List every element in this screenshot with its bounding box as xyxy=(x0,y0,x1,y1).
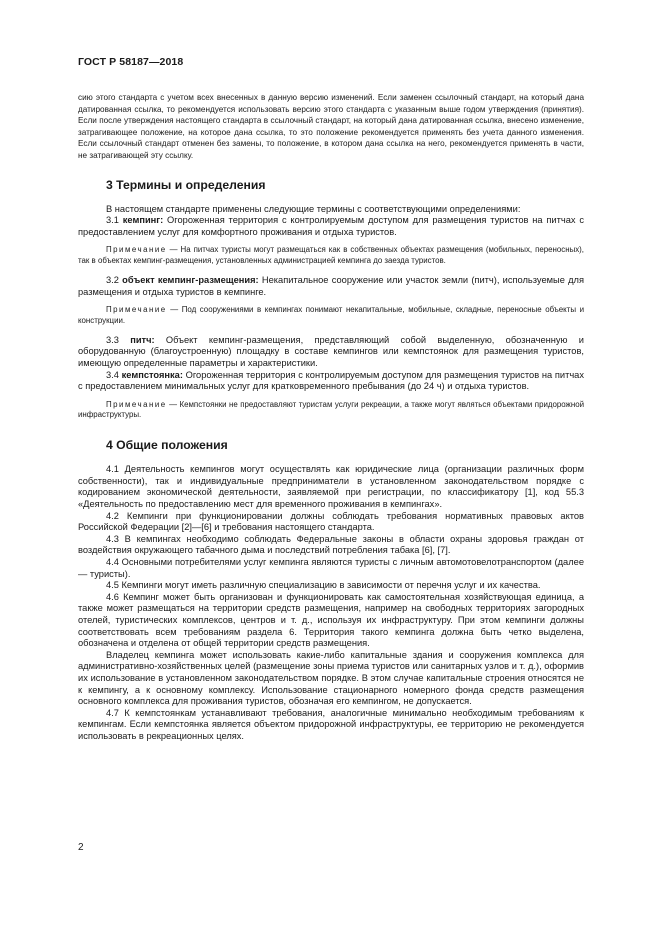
document-header: ГОСТ Р 58187—2018 xyxy=(78,56,184,68)
term-3-4 xyxy=(78,370,584,393)
term-3-2 xyxy=(78,275,584,298)
clause-4-7: 4.7 К кемпстоянкам устанавливают требования, аналогичные минимально необходимым требованиям к кемпингам. Если кемпстоянка является объектом придорожной инфраструктуры, ее территорию не рекомендуется использовать в рекреационных целях. xyxy=(78,707,584,741)
term-definition: Огороженная территория с контролируемым доступом для размещения туристов на питчах с предоставлением минимальных услуг для кратковременного пребывания (до 24 ч) и отдыха туристов. xyxy=(78,369,584,392)
note-text: — На питчах туристы могут размещаться как в собственных объектах размещения (мобильных, переносных), так в объектах кемпинг-размещения, установленных администрацией кемпинга до заезда туристов. xyxy=(78,245,584,266)
clause-4-6-continued: Владелец кемпинга может использовать какие-либо капитальные здания и сооружения комплекса для административно-хозяйственных целей (размещение зоны приема туристов или санитарных узлов и т. д.), оформив их использование в установленном законодательством порядке. В этом случае капитальные строения относятся не к кемпингу, а к основному комплексу. Использование стационарного номерного фонда средств размещения основного комплекса для проживания туристов, обозначая его кемпингом, не допускается. xyxy=(78,649,584,707)
term-definition: Некапитальное сооружение или участок земли (питч), используемые для размещения и отдыха туристов в кемпинге. xyxy=(78,274,585,297)
note-3-2 xyxy=(78,305,584,327)
clause-4-1: 4.1 Деятельность кемпингов могут осуществлять как юридические лица (организации различных форм собственности), так и индивидуальные предприниматели в установленном законодательством порядке с кодированием экономической деятельности, заявляемой при регистрации, по классификатору [1], код 55.3 «Деятельность по предоставлению мест для временного проживания в кемпингах». xyxy=(78,464,584,510)
term-name: питч: xyxy=(130,334,155,345)
note-text: — Под сооружениями в кемпингах понимают некапитальные, мобильные, складные, переносные объекты и конструкции. xyxy=(78,305,584,325)
term-name: кемпинг: xyxy=(122,215,164,226)
term-number: 3.2 xyxy=(106,274,123,285)
clause-4-5: 4.5 Кемпинги могут иметь различную специализацию в зависимости от перечня услуг и их качества. xyxy=(106,580,541,591)
clause-4-3: 4.3 В кемпингах необходимо соблюдать Федеральные законы в области охраны здоровья граждан от воздействия окружающего табачного дыма и последствий потребления табака [6], [7]. xyxy=(78,533,584,556)
clause-4-2: 4.2 Кемпинги при функционировании должны соблюдать требования нормативных правовых актов Российской Федерации [2]—[6] и требования настоящего стандарта. xyxy=(78,510,584,533)
section-3-heading: 3 Термины и определения xyxy=(106,177,266,192)
term-number: 3.3 xyxy=(106,334,131,345)
note-text: — Кемпстоянки не предоставляют туристам услуги рекреации, а также могут являться объектами придорожной инфраструктуры. xyxy=(78,399,584,420)
clause-4-4: 4.4 Основными потребителями услуг кемпинга являются туристы с личным автомотовелотранспортом (далее — туристы). xyxy=(78,557,584,579)
term-3-3 xyxy=(78,335,584,370)
intro-paragraph: сию этого стандарта с учетом всех внесенных в данную версию изменений. Если заменен ссылочный стандарт, на который дана датированная ссылка, то рекомендуется использовать версию этого стандарта с указанным выше годом утверждения (принятия). Если после утверждения настоящего стандарта в ссылочный стандарт, на который дана датированная ссылка, внесено изменение, затрагивающее положение, на которое дана ссылка, то это положение рекомендуется применять без учета данного изменения. Если ссылочный стандарт отменен без замены, то положение, в котором дана ссылка на него, рекомендуется применять в части, не затрагивающей эту ссылку. xyxy=(78,93,584,160)
section-4-heading: 4 Общие положения xyxy=(106,438,228,453)
term-definition: Огороженная территория с контролируемым доступом для размещения туристов на питчах с предоставлением услуг для комфортного проживания и отдыха туристов. xyxy=(78,215,584,237)
note-label: Примечание xyxy=(106,399,167,409)
page-number: 2 xyxy=(78,842,84,853)
note-label: Примечание xyxy=(106,305,167,315)
section-3-lead: В настоящем стандарте применены следующие термины с соответствующими определениями: xyxy=(106,203,521,214)
term-definition: Объект кемпинг-размещения, представляющий собой выделенную, обозначенную и оборудованную (благоустроенную) площадку в составе кемпингов или кемпстоянок для размещения туристов, имеющую определенные параметры и характеристики. xyxy=(78,334,584,368)
term-number: 3.1 xyxy=(106,215,123,226)
term-name: объект кемпинг-размещения: xyxy=(122,274,259,285)
note-3-4 xyxy=(78,400,584,422)
term-number: 3.4 xyxy=(106,369,122,380)
note-label: Примечание xyxy=(106,245,167,255)
term-name: кемпстоянка: xyxy=(121,369,183,380)
term-3-1 xyxy=(78,215,584,238)
page-content xyxy=(78,92,584,743)
note-3-1 xyxy=(78,245,584,267)
clause-4-6: 4.6 Кемпинг может быть организован и функционировать как самостоятельная хозяйствующая единица, а также может размещаться на территории средств размещения, например на свободных территориях загородных отелей, туристических комплексов, центров и т. д., используя их инфраструктуру. При этом кемпинги должны соответствовать всем требованиям раздела 6. Территория такого кемпинга должна быть четко выделена, обозначена и отделена от общей территории средств размещения. xyxy=(78,591,584,649)
